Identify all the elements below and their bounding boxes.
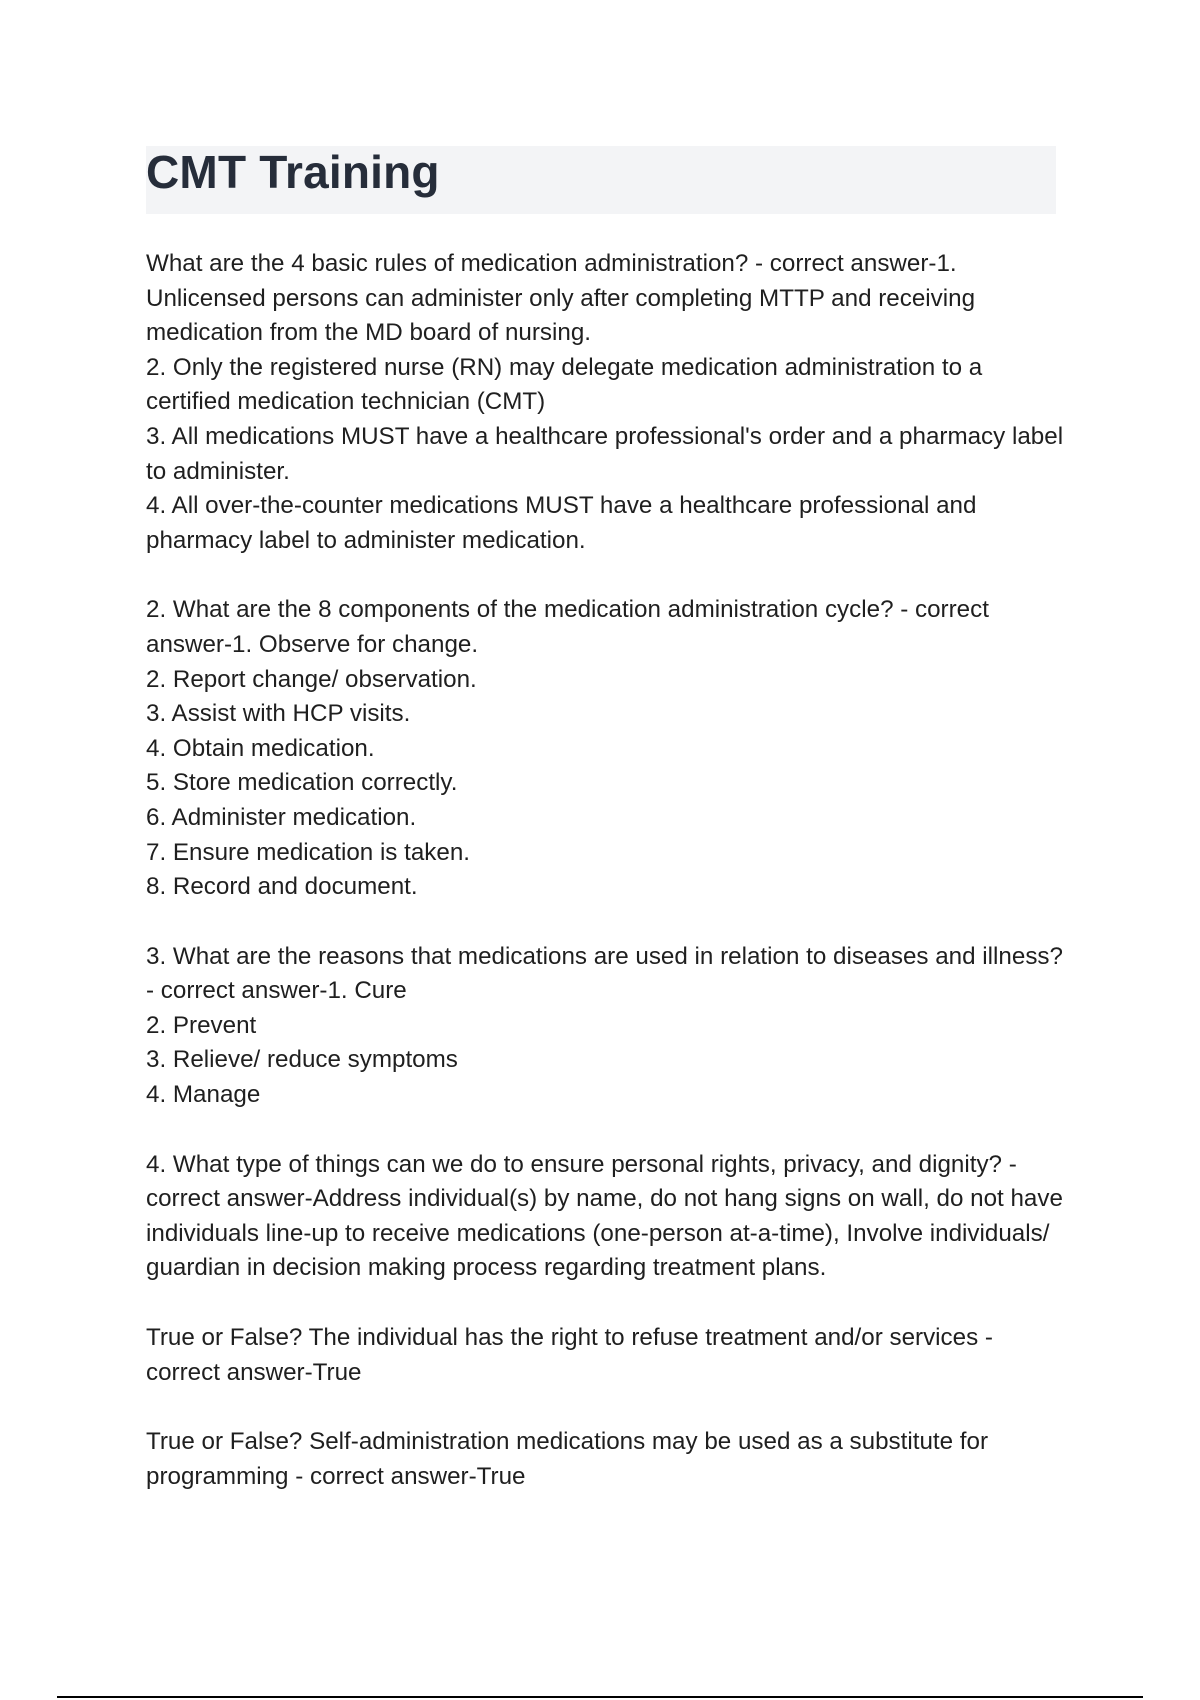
document-body	[146, 247, 1066, 1529]
qa-entry-6: True or False? Self-administration medications may be used as a substitute for programming - correct answer-True	[146, 1428, 989, 1490]
document-title: CMT Training	[146, 146, 440, 198]
qa-entry-4: 4. What type of things can we do to ensure personal rights, privacy, and dignity? - correct answer-Address individual(s) by name, do not hang signs on wall, do not have individuals line-up to receive medications (one-person at-a-time), Involve individuals/ guardian in decision making process regarding treatment plans.	[146, 1150, 1063, 1282]
footer-divider	[57, 1696, 1143, 1698]
qa-entry-3: 3. What are the reasons that medications are used in relation to diseases and illness? - correct answer-1. Cure 2. Prevent 3. Relieve/ reduce symptoms 4. Manage	[146, 942, 1063, 1109]
qa-entry-5: True or False? The individual has the right to refuse treatment and/or services - correct answer-True	[146, 1324, 993, 1386]
qa-entry-2: 2. What are the 8 components of the medication administration cycle? - correct answer-1. Observe for change. 2. Report change/ observation. 3. Assist with HCP visits. 4. Obtain medication. 5. Store medication correctly. 6. Administer medication. 7. Ensure medication is taken. 8. Record and document.	[146, 596, 989, 901]
qa-entry-1: What are the 4 basic rules of medication administration? - correct answer-1. Unlicensed persons can administer only after completing MTTP and receiving medication from the MD board of nursing. 2. Only the registered nurse (RN) may delegate medication administration to a certified medication technician (CMT) 3. All medications MUST have a healthcare professional's order and a pharmacy label to administer. 4. All over-the-counter medications MUST have a healthcare professional and pharmacy label to administer medication.	[146, 250, 1064, 554]
